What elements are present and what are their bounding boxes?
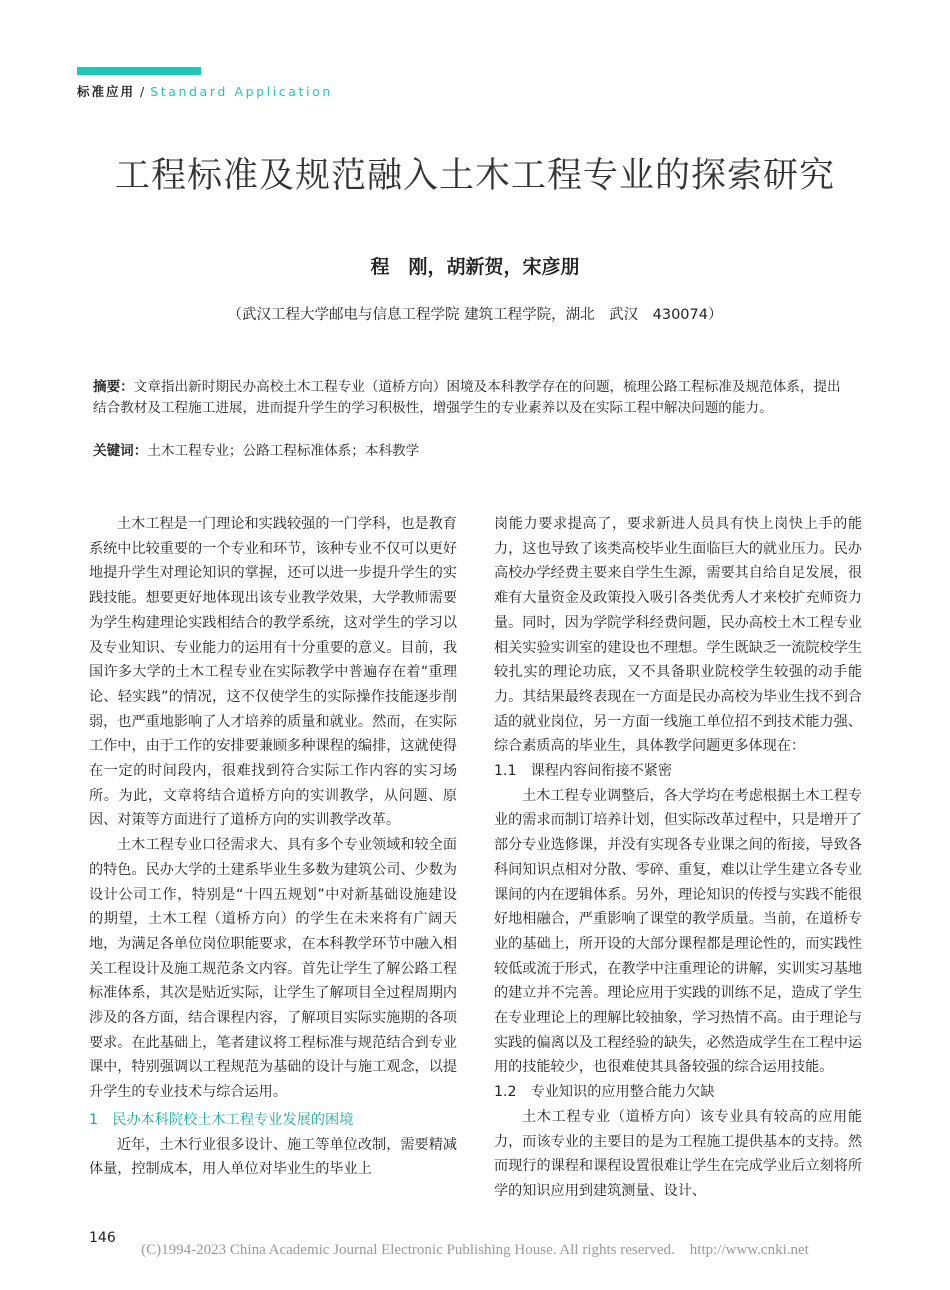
paragraph: 土木工程专业口径需求大、具有多个专业领域和较全面的特色。民办大学的土建系毕业生多数为建筑公司、少数为设计公司工作，特别是“十四五规划”中对新基础设施建设的期望，土木工程（道桥方向）的学生在未来将有广阔天地，为满足各单位岗位职能要求，在本科教学环节中融入相关工程设计及施工规范条文内容。首先让学生了解公路工程标准体系，其次是贴近实际，让学生了解项目全过程周期内涉及的各方面，结合课程内容，了解项目实际实施期的各项要求。在此基础上，笔者建议将工程标准与规范结合到专业课中，特别强调以工程规范为基础的设计与施工观念，以提升学生的专业技术与综合运用。 — [89, 837, 457, 1101]
section-tag-separator: / — [140, 84, 146, 99]
subsection-heading: 1.1 课程内容间衔接不紧密 — [494, 763, 673, 780]
page-number: 146 — [89, 1230, 116, 1246]
article-authors: 程 刚，胡新贺，宋彦朋 — [370, 256, 580, 278]
paragraph: 近年，土木行业很多设计、施工等单位改制，需要精减体量，控制成本，用人单位对毕业生的毕业上 — [89, 1136, 457, 1178]
section-tag-en: Standard Application — [150, 84, 333, 99]
section-tag — [77, 82, 333, 100]
keywords-label: 关键词： — [93, 443, 148, 459]
header-accent-bar — [77, 67, 201, 75]
subsection-heading: 1.2 专业知识的应用整合能力欠缺 — [494, 1084, 715, 1101]
abstract — [93, 377, 853, 419]
abstract-text: 文章指出新时期民办高校土木工程专业（道桥方向）困境及本科教学存在的问题，梳理公路工程标准及规范体系，提出结合教材及工程施工进展，进而提升学生的学习积极性，增强学生的专业素养以及在实际工程中解决问题的能力。 — [93, 379, 841, 416]
keywords — [93, 441, 853, 462]
section-tag-zh: 标准应用 — [77, 84, 136, 99]
abstract-label: 摘要： — [93, 379, 134, 395]
keywords-text: 土木工程专业；公路工程标准体系；本科教学 — [147, 443, 420, 459]
paragraph: 土木工程专业调整后，各大学均在考虑根据土木工程专业的需求而制订培养计划，但实际改革过程中，只是增开了部分专业选修课，并没有实现各专业课之间的衔接，导致各科间知识点相对分散、零碎、重复，难以让学生建立各专业课间的内在逻辑体系。另外，理论知识的传授与实践不能很好地相融合，严重影响了课堂的教学质量。当前，在道桥专业的基础上，所开设的大部分课程都是理论性的，而实践性较低或流于形式，在教学中注重理论的讲解，实训实习基地的建立并不完善。理论应用于实践的训练不足，造成了学生在专业理论上的理解比较抽象，学习热情不高。由于理论与实践的偏离以及工程经验的缺失，必然造成学生在工程中运用的技能较少，也很难使其具备较强的综合运用技能。 — [494, 787, 862, 1076]
paragraph: 岗能力要求提高了，要求新进人员具有快上岗快上手的能力，这也导致了该类高校毕业生面临巨大的就业压力。民办高校办学经费主要来自学生生源，需要其自给自足发展，很难有大量资金及政策投入吸引各类优秀人才来校扩充师资力量。同时，因为学院学科经费问题，民办高校土木工程专业相关实验实训室的建设也不理想。学生既缺乏一流院校学生较扎实的理论功底，又不具备职业院校学生较强的动手能力。其结果最终表现在一方面是民办高校为毕业生找不到合适的就业岗位，另一方面一线施工单位招不到技术能力强、综合素质高的毕业生，具体教学问题更多体现在： — [494, 516, 862, 755]
copyright-watermark: (C)1994-2023 China Academic Journal Electronic Publishing House. All rights reserved. http://www.cnki.net — [141, 1242, 809, 1258]
section-heading: 1 民办本科院校土木工程专业发展的困境 — [89, 1111, 354, 1128]
article-affiliation: （武汉工程大学邮电与信息工程学院 建筑工程学院，湖北 武汉 430074） — [227, 307, 723, 323]
paragraph: 土木工程专业（道桥方向）该专业具有较高的应用能力，而该专业的主要目的是为工程施工提供基本的支持。然而现行的课程和课程设置很难让学生在完成学业后立刻将所学的知识应用到建筑测量、设计、 — [494, 1108, 862, 1199]
article-title: 工程标准及规范融入土木工程专业的探索研究 — [114, 156, 835, 196]
body-column-right — [494, 512, 862, 1204]
body-column-left — [89, 512, 457, 1182]
paragraph: 土木工程是一门理论和实践较强的一门学科，也是教育系统中比较重要的一个专业和环节，该种专业不仅可以更好地提升学生对理论知识的掌握，还可以进一步提升学生的实践技能。想要更好地体现出该专业教学效果，大学教师需要为学生构建理论实践相结合的教学系统，这对学生的学习以及专业知识、专业能力的运用有十分重要的意义。目前，我国许多大学的土木工程专业在实际教学中普遍存在着“重理论、轻实践”的情况，这不仅使学生的实际操作技能逐步削弱，也严重地影响了人才培养的质量和就业。然而，在实际工作中，由于工作的安排要兼顾多种课程的编排，这就使得在一定的时间段内，很难找到符合实际工作内容的实习场所。为此，文章将结合道桥方向的实训教学，从问题、原因、对策等方面进行了道桥方向的实训教学改革。 — [89, 516, 457, 829]
